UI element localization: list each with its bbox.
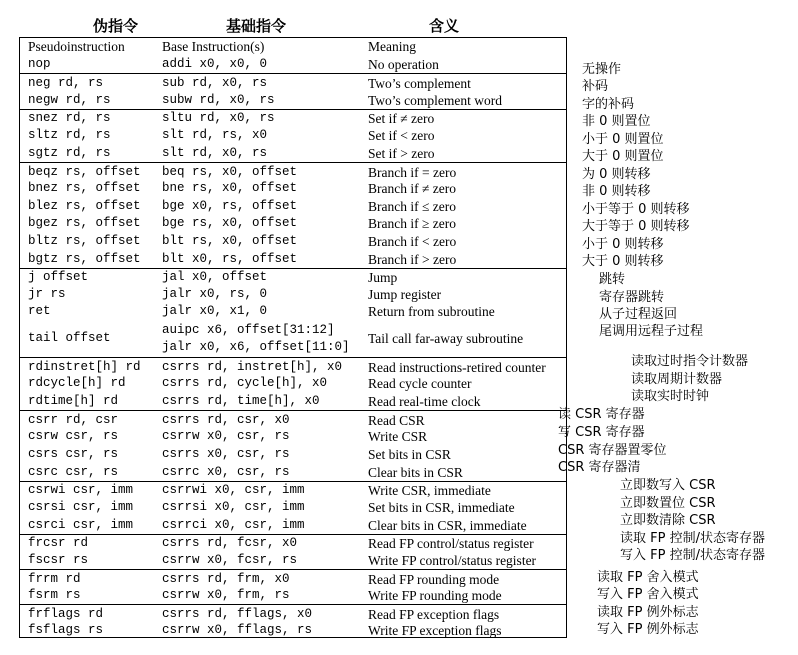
meaning-cell: Write FP control/status register — [368, 552, 537, 568]
table-row — [20, 587, 566, 604]
pseudoinstruction-cell: fsflags rs — [28, 622, 104, 637]
pseudoinstruction-cell: sgtz rd, rs — [28, 145, 111, 160]
pseudoinstruction-cell: csrwi csr, imm — [28, 483, 134, 497]
table-row — [20, 392, 566, 410]
meaning-cell: Set bits in CSR, immediate — [368, 499, 515, 515]
base-instruction-cell — [162, 180, 297, 197]
base-instruction-cell — [162, 250, 297, 268]
chinese-meaning-note: 写入 FP 控制/状态寄存器 — [620, 548, 765, 563]
meaning-cell: No operation — [368, 57, 439, 72]
table-row — [20, 180, 566, 197]
pseudoinstruction-cell: bgtz rs, offset — [28, 251, 141, 266]
table-row — [20, 410, 566, 429]
instruction-table — [19, 37, 567, 638]
chinese-meaning-note: 写入 FP 舍入模式 — [597, 587, 699, 602]
base-instruction-cell — [162, 197, 297, 215]
base-instruction-line: csrrs rd, instret[h], x0 — [162, 359, 343, 374]
meaning-cell: Branch if < zero — [368, 233, 457, 249]
table-row — [20, 162, 566, 181]
pseudoinstruction-cell: j offset — [28, 270, 89, 284]
pseudoinstruction-cell: snez rd, rs — [28, 111, 111, 125]
base-instruction-line: subw rd, x0, rs — [162, 92, 275, 107]
base-instruction-cell — [162, 551, 297, 569]
table-row — [20, 534, 566, 552]
column-header-pseudo: Pseudoinstruction — [28, 39, 125, 54]
chinese-meaning-note: 非 0 则置位 — [582, 114, 651, 129]
pseudoinstruction-cell: csrr rd, csr — [28, 412, 119, 427]
meaning-cell: Jump register — [368, 286, 442, 302]
base-instruction-line: beq rs, x0, offset — [162, 164, 298, 179]
base-instruction-cell — [162, 375, 327, 392]
base-instruction-cell — [162, 428, 290, 445]
chinese-meaning-note: 小于 0 则转移 — [582, 237, 664, 252]
base-instruction-line: csrrs rd, fflags, x0 — [162, 606, 313, 621]
table-row — [20, 303, 566, 320]
chinese-meaning-note: 非 0 则转移 — [582, 184, 651, 199]
pseudoinstruction-cell: csrsi csr, imm — [28, 499, 134, 514]
chinese-meaning-note: 立即数置位 CSR — [620, 496, 716, 511]
base-instruction-cell — [162, 463, 290, 481]
base-instruction-line: slt rd, x0, rs — [162, 145, 268, 160]
base-instruction-line: csrrwi x0, csr, imm — [162, 483, 305, 497]
header-meaning-cn: 含义 — [429, 17, 460, 35]
base-instruction-line: csrrs x0, csr, rs — [162, 446, 290, 461]
table-row — [20, 215, 566, 232]
table-row — [20, 463, 566, 481]
base-instruction-cell — [162, 498, 305, 516]
pseudoinstruction-cell: jr rs — [28, 286, 66, 301]
pseudoinstruction-cell: blez rs, offset — [28, 198, 141, 213]
meaning-cell: Two’s complement — [368, 75, 471, 91]
meaning-cell: Clear bits in CSR, immediate — [368, 517, 527, 533]
table-row — [20, 551, 566, 569]
meaning-cell: Clear bits in CSR — [368, 464, 463, 480]
meaning-cell: Read FP control/status register — [368, 536, 534, 551]
base-instruction-cell — [162, 91, 275, 109]
base-instruction-cell — [162, 587, 290, 604]
chinese-meaning-note: 小于等于 0 则转移 — [582, 202, 690, 217]
header-pseudo-cn: 伪指令 — [93, 17, 139, 35]
column-header-base: Base Instruction(s) — [162, 39, 265, 54]
meaning-cell: Write FP rounding mode — [368, 588, 502, 603]
table-row — [20, 232, 566, 250]
table-row — [20, 144, 566, 162]
chinese-meaning-note: 跳转 — [599, 272, 626, 287]
pseudoinstruction-cell: frrm rd — [28, 571, 81, 586]
base-instruction-line: blt rs, x0, offset — [162, 233, 298, 248]
chinese-meaning-note: 字的补码 — [582, 97, 635, 112]
chinese-meaning-note: 写 CSR 寄存器 — [558, 425, 645, 440]
base-instruction-cell — [162, 144, 267, 162]
table-row — [20, 604, 566, 623]
chinese-meaning-note: 从子过程返回 — [599, 307, 678, 322]
base-instruction-line: bge x0, rs, offset — [162, 198, 298, 213]
meaning-cell: Set if ≠ zero — [368, 111, 435, 126]
base-instruction-cell — [162, 392, 320, 410]
base-instruction-line: csrrs rd, time[h], x0 — [162, 393, 320, 408]
chinese-meaning-note: 尾调用远程子过程 — [599, 324, 704, 339]
pseudoinstruction-cell: beqz rs, offset — [28, 164, 141, 179]
pseudoinstruction-cell: bgez rs, offset — [28, 216, 141, 230]
base-instruction-line: csrrw x0, fcsr, rs — [162, 552, 298, 567]
pseudoinstruction-cell: csrs csr, rs — [28, 446, 119, 461]
meaning-cell: Set if < zero — [368, 127, 435, 143]
base-instruction-cell — [162, 535, 297, 552]
base-instruction-cell — [162, 516, 305, 534]
base-instruction-line: csrrw x0, fflags, rs — [162, 622, 313, 637]
pseudoinstruction-cell: ret — [28, 304, 51, 318]
chinese-meaning-note: 读取 FP 例外标志 — [597, 605, 699, 620]
pseudoinstruction-cell: rdtime[h] rd — [28, 393, 119, 408]
table-row — [20, 622, 566, 638]
pseudoinstruction-cell: negw rd, rs — [28, 92, 111, 107]
base-instruction-line: addi x0, x0, 0 — [162, 57, 268, 71]
meaning-cell: Tail call far-away subroutine — [368, 331, 524, 346]
base-instruction-line: auipc x6, offset[31:12] — [162, 322, 335, 337]
chinese-meaning-note: 读取过时指令计数器 — [631, 354, 749, 369]
pseudoinstruction-cell: frcsr rd — [28, 536, 89, 550]
meaning-cell: Jump — [368, 270, 398, 285]
meaning-cell: Return from subroutine — [368, 304, 495, 319]
base-instruction-line: jalr x0, x1, 0 — [162, 304, 268, 318]
base-instruction-line: jalr x0, rs, 0 — [162, 286, 268, 301]
base-instruction-line: csrrs rd, fcsr, x0 — [162, 536, 298, 550]
meaning-cell: Branch if = zero — [368, 164, 457, 180]
table-row — [20, 73, 566, 92]
meaning-cell: Branch if ≥ zero — [368, 216, 456, 231]
table-row — [20, 375, 566, 392]
meaning-cell: Read cycle counter — [368, 376, 472, 391]
table-row — [20, 498, 566, 516]
meaning-cell: Branch if ≤ zero — [368, 198, 456, 214]
base-instruction-line: csrrsi x0, csr, imm — [162, 499, 305, 514]
base-instruction-line: csrrs rd, csr, x0 — [162, 412, 290, 427]
base-instruction-cell — [162, 110, 275, 127]
chinese-meaning-note: 读取 FP 控制/状态寄存器 — [620, 531, 765, 546]
meaning-cell: Write FP exception flags — [368, 622, 502, 638]
chinese-meaning-note: 立即数写入 CSR — [620, 478, 716, 493]
base-instruction-cell — [162, 56, 267, 73]
meaning-cell: Write CSR — [368, 429, 428, 444]
base-instruction-line: csrrc x0, csr, rs — [162, 464, 290, 479]
chinese-meaning-note: 大于等于 0 则转移 — [582, 219, 690, 234]
table-row — [20, 250, 566, 268]
pseudoinstruction-cell: frflags rd — [28, 606, 104, 621]
base-instruction-line: csrrs rd, cycle[h], x0 — [162, 376, 328, 390]
pseudoinstruction-cell: nop — [28, 57, 51, 71]
table-row — [20, 56, 566, 73]
base-instruction-line: bne rs, x0, offset — [162, 181, 298, 195]
meaning-cell: Read FP exception flags — [368, 606, 500, 622]
chinese-meaning-note: 读取周期计数器 — [631, 372, 723, 387]
chinese-meaning-note: 为 0 则转移 — [582, 167, 651, 182]
base-instruction-cell — [162, 269, 267, 286]
chinese-meaning-note: 无操作 — [582, 62, 622, 77]
base-instruction-cell — [162, 445, 290, 463]
chinese-meaning-note: CSR 寄存器清 — [558, 460, 641, 475]
chinese-meaning-note: 写入 FP 例外标志 — [597, 622, 699, 637]
meaning-cell: Write CSR, immediate — [368, 483, 491, 498]
base-instruction-cell — [162, 303, 267, 320]
meaning-cell: Read FP rounding mode — [368, 571, 500, 587]
base-instruction-line: jalr x0, x6, offset[11:0] — [162, 339, 350, 354]
base-instruction-cell — [162, 126, 267, 144]
table-row — [20, 320, 566, 357]
base-instruction-cell — [162, 285, 267, 303]
pseudoinstruction-cell: fscsr rs — [28, 552, 89, 567]
pseudoinstruction-cell: neg rd, rs — [28, 75, 104, 90]
base-instruction-line: csrrs rd, frm, x0 — [162, 571, 290, 586]
base-instruction-cell — [162, 605, 312, 623]
pseudoinstruction-cell: csrw csr, rs — [28, 429, 119, 443]
chinese-meaning-note: 寄存器跳转 — [599, 290, 665, 305]
chinese-meaning-note: 读取 FP 舍入模式 — [597, 570, 699, 585]
table-row — [20, 285, 566, 303]
meaning-cell: Two’s complement word — [368, 92, 503, 108]
table-row — [20, 569, 566, 588]
pseudoinstruction-cell: csrc csr, rs — [28, 464, 119, 479]
meaning-cell: Read CSR — [368, 412, 425, 428]
table-row — [20, 357, 566, 376]
meaning-cell: Branch if > zero — [368, 251, 457, 267]
chinese-meaning-note: 小于 0 则置位 — [582, 132, 664, 147]
base-instruction-cell — [162, 622, 312, 638]
meaning-cell: Set if > zero — [368, 145, 435, 161]
pseudoinstruction-cell: bltz rs, offset — [28, 233, 141, 248]
pseudoinstruction-cell: bnez rs, offset — [28, 181, 141, 195]
pseudoinstruction-cell: fsrm rs — [28, 588, 81, 602]
meaning-cell: Set bits in CSR — [368, 446, 451, 462]
base-instruction-line: csrrw x0, csr, rs — [162, 429, 290, 443]
base-instruction-line: slt rd, rs, x0 — [162, 127, 268, 142]
base-instruction-line: bge rs, x0, offset — [162, 216, 298, 230]
base-instruction-line: csrrw x0, frm, rs — [162, 588, 290, 602]
table-row — [20, 268, 566, 286]
table-row — [20, 197, 566, 215]
base-instruction-line: csrrci x0, csr, imm — [162, 517, 305, 532]
chinese-meaning-note: 大于 0 则置位 — [582, 149, 664, 164]
chinese-meaning-note: 读 CSR 寄存器 — [558, 407, 645, 422]
base-instruction-cell — [162, 482, 305, 499]
chinese-meaning-note: 大于 0 则转移 — [582, 254, 664, 269]
pseudoinstruction-cell: rdinstret[h] rd — [28, 359, 141, 374]
meaning-cell: Read instructions-retired counter — [368, 359, 546, 375]
base-instruction-cell — [162, 320, 350, 357]
chinese-meaning-note: 立即数清除 CSR — [620, 513, 716, 528]
pseudoinstruction-cell: rdcycle[h] rd — [28, 376, 126, 390]
base-instruction-cell — [162, 358, 342, 376]
base-instruction-cell — [162, 232, 297, 250]
base-instruction-line: sub rd, x0, rs — [162, 75, 268, 90]
chinese-meaning-note: 读取实时时钟 — [631, 389, 710, 404]
header-base-cn: 基础指令 — [226, 17, 287, 35]
chinese-meaning-note: CSR 寄存器置零位 — [558, 443, 667, 458]
base-instruction-line: jal x0, offset — [162, 270, 268, 284]
table-row — [20, 428, 566, 445]
column-header-meaning: Meaning — [368, 39, 416, 54]
table-row — [20, 91, 566, 109]
base-instruction-cell — [162, 411, 290, 429]
table-row — [20, 516, 566, 534]
table-row — [20, 445, 566, 463]
base-instruction-cell — [162, 74, 267, 92]
meaning-cell: Branch if ≠ zero — [368, 181, 456, 196]
meaning-cell: Read real-time clock — [368, 393, 481, 409]
chinese-meaning-note: 补码 — [582, 79, 609, 94]
base-instruction-cell — [162, 570, 290, 588]
pseudoinstruction-cell: sltz rd, rs — [28, 127, 111, 142]
table-row — [20, 126, 566, 144]
table-row — [20, 109, 566, 127]
column-header-row — [20, 38, 566, 55]
base-instruction-line: sltu rd, x0, rs — [162, 111, 275, 125]
base-instruction-cell — [162, 163, 297, 181]
pseudoinstruction-cell: csrci csr, imm — [28, 517, 134, 532]
base-instruction-line: blt x0, rs, offset — [162, 251, 298, 266]
table-row — [20, 481, 566, 499]
base-instruction-cell — [162, 215, 297, 232]
pseudoinstruction-cell: tail offset — [28, 331, 111, 345]
